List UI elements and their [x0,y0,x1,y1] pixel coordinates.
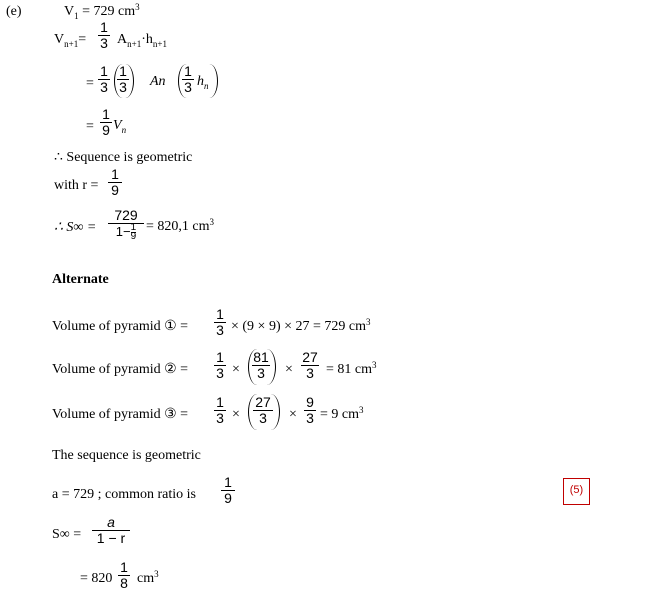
pyramid1-den: 3 [214,322,226,338]
vn1-frac-num: 1 [100,19,108,35]
vn1-rhs [117,32,167,48]
s-inf-den-fn: 1 [130,222,137,234]
step2-h [197,74,209,90]
v1-unit-exponent: 3 [135,2,140,12]
pyramid3-label: Volume of pyramid ③ = [52,407,189,422]
s-inf-den-fd: 9 [130,231,137,243]
pyramid1-result [231,319,371,335]
pyramid3-q-den: 3 [304,410,316,426]
with-r-fraction [108,167,122,198]
alternate-heading: Alternate [52,272,109,287]
with-r-den: 9 [108,182,122,198]
pyramid2-fraction-q [301,350,319,381]
pyramid2-num: 1 [216,349,224,365]
step2-equals: = [86,76,94,91]
step2-frac2 [117,64,129,95]
step2-frac3 [182,64,194,95]
pyramid2-p-num: 81 [253,349,269,365]
vn1-h: ·h [141,32,153,47]
pyramid2-fraction-p [252,350,270,381]
pyramid2-exponent: 3 [372,360,377,370]
vn1-lhs [54,32,86,48]
step3-v-sub: n [121,125,127,135]
step2-f3-den: 3 [182,79,194,95]
step3-v-symbol: V [113,118,122,133]
pyramid3-p-num: 27 [255,394,271,410]
pyramid3-q-num: 9 [306,394,314,410]
ratio-fraction [221,475,235,506]
final-den: 8 [118,575,130,591]
step2-f1-den: 3 [98,79,110,95]
pyramid1-label: Volume of pyramid ① = [52,319,189,334]
step2-an: An [150,74,166,89]
s-inf-den [108,223,144,241]
pyramid3-p-den: 3 [253,410,273,426]
pyramid3-exponent: 3 [359,405,364,415]
ratio-num: 1 [224,474,232,490]
s-inf-fraction [108,208,144,241]
v1-value: = 729 cm [82,4,136,19]
step2-f1-num: 1 [100,63,108,79]
s-inf-formula-num: a [107,514,115,530]
pyramid3-fraction-q [304,395,316,426]
s-inf-num: 729 [114,207,138,223]
step2-f2-num: 1 [119,63,127,79]
vn1-equals: = [78,32,87,47]
vn1-fraction [98,20,110,51]
pyramid3-den: 3 [214,410,226,426]
pyramid3-times2: × [289,407,297,422]
s-inf-den-main: 1− [115,224,131,239]
step2-h-symbol: h [197,74,204,89]
s-inf-formula-den: 1 − r [92,530,130,546]
pyramid2-q-den: 3 [301,365,319,381]
pyramid2-times2: × [285,362,293,377]
vn1-a: A [117,32,128,47]
final-unit-text: cm [137,571,155,586]
pyramid2-p-den: 3 [252,365,270,381]
vn1-frac-den: 3 [98,35,110,51]
s-inf-result [146,219,214,235]
vn1-v: V [54,32,65,47]
step2-frac1 [98,64,110,95]
step3-f-den: 9 [100,122,112,138]
part-label: (e) [6,4,22,19]
vn1-h-sub: n+1 [152,39,167,49]
pyramid3-value: = 9 cm [320,407,359,422]
s-inf-formula-fraction [92,515,130,546]
pyramid2-q-num: 27 [302,349,318,365]
v1-line [64,4,140,20]
step2-f2-den: 3 [117,79,129,95]
s-inf-value: = 820,1 cm [146,219,210,234]
pyramid1-exponent: 3 [366,317,371,327]
final-exponent: 3 [154,569,159,579]
pyramid3-fraction [214,395,226,426]
vn1-a-sub: n+1 [127,39,142,49]
step3-frac [100,107,112,138]
pyramid2-den: 3 [214,365,226,381]
pyramid2-value: = 81 cm [326,362,372,377]
ratio-den: 9 [221,490,235,506]
step2-h-sub: n [204,81,209,91]
pyramid2-times1: × [232,362,240,377]
final-unit [137,571,159,587]
step3-f-num: 1 [102,106,110,122]
pyramid3-fraction-p [253,395,273,426]
s-inf-formula-label: S∞ = [52,527,82,542]
v1-symbol: V [64,4,75,19]
pyramid1-num: 1 [216,306,224,322]
pyramid2-result [326,362,377,378]
marks-badge: (5) [563,478,590,505]
pyramid1-fraction [214,307,226,338]
final-value: = 820 [80,571,113,586]
s-inf-label: ∴ S∞ = [54,220,97,235]
final-fraction [118,560,130,591]
final-num: 1 [120,559,128,575]
vn1-v-sub: n+1 [64,39,79,49]
pyramid2-fraction [214,350,226,381]
v1-subscript: 1 [74,11,79,21]
a-ratio-label: a = 729 ; common ratio is [52,487,196,502]
with-r-label: with r = [54,178,99,193]
pyramid3-result [320,407,364,423]
with-r-num: 1 [111,166,119,182]
sequence-geometric-statement: ∴ Sequence is geometric [54,150,193,165]
s-inf-exponent: 3 [209,217,214,227]
sequence-geometric-statement-2: The sequence is geometric [52,448,201,463]
step3-equals: = [86,119,94,134]
pyramid3-times1: × [232,407,240,422]
pyramid1-expr: × (9 × 9) × 27 = 729 cm [231,319,367,334]
step2-f3-num: 1 [184,63,192,79]
pyramid3-num: 1 [216,394,224,410]
step3-v [113,118,126,134]
pyramid2-label: Volume of pyramid ② = [52,362,189,377]
